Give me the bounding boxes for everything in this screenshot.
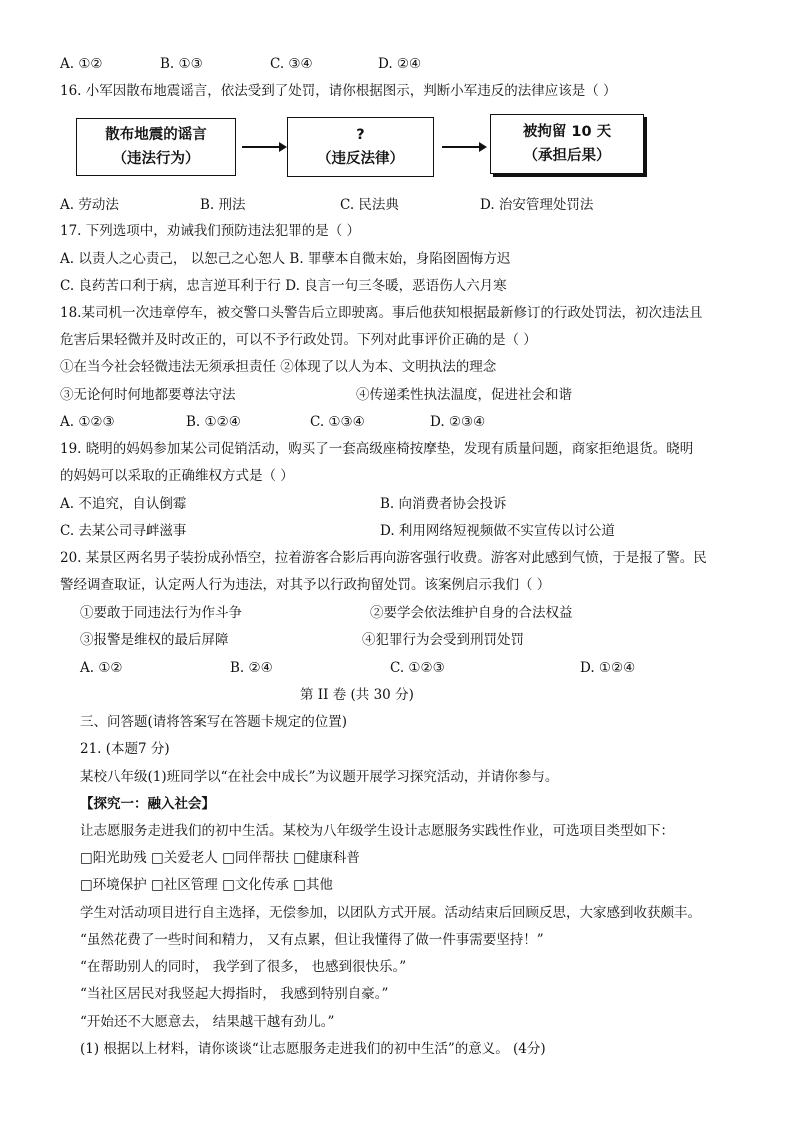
flow-box-consequence-line1: 被拘留 10 天: [522, 124, 612, 140]
q16-option-b: B. 刑法: [200, 197, 246, 213]
q18-option-a: A. ①②③: [60, 414, 115, 430]
flow-box-law-line1: ?: [356, 127, 365, 143]
q20-option-d: D. ①②④: [580, 660, 636, 676]
q20-option-a: A. ①②: [80, 660, 123, 676]
flow-box-behavior: [76, 118, 236, 176]
q18-stem-line2: 危害后果轻微并及时改正的，可以不予行政处罚。下列对此事评价正确的是（ ）: [60, 332, 537, 348]
q21-paragraph2: 学生对活动项目进行自主选择，无偿参加，以团队方式开展。活动结束后回顾反思，大家感到收获颇丰。: [80, 905, 701, 921]
flow-box-consequence-line2: （承担后果）: [523, 148, 611, 164]
q19-option-b: B. 向消费者协会投诉: [380, 496, 507, 512]
q18-option-d: D. ②③④: [430, 414, 486, 430]
q17-options-cd: C. 良药苦口利于病，忠言逆耳利于行 D. 良言一句三冬暖，恶语伤人六月寒: [60, 278, 507, 294]
q16-option-a: A. 劳动法: [60, 197, 119, 213]
q21-quote3: “当社区居民对我竖起大拇指时， 我感到特别自豪。”: [80, 986, 389, 1002]
q20-statement-3: ③报警是维权的最后屏障: [80, 632, 229, 648]
q21-paragraph1: 让志愿服务走进我们的初中生活。某校为八年级学生设计志愿服务实践性作业，可选项目类型如下：: [80, 823, 674, 839]
flow-arrow-1: [242, 146, 280, 148]
q17-options-ab: A. 以责人之心责己， 以恕己之心恕人 B. 罪孽本自微末始，身陷囹圄悔方迟: [60, 251, 511, 267]
q19-option-d: D. 利用网络短视频做不实宣传以讨公道: [380, 523, 615, 539]
q19-stem-line2: 的妈妈可以采取的正确维权方式是（ ）: [60, 468, 294, 484]
q21-quote4: “开始还不大愿意去， 结果越干越有劲儿。”: [80, 1014, 335, 1030]
q21-explore1-heading: 【探究一：融入社会】: [80, 796, 215, 812]
q18-statement-4: ④传递柔性执法温度，促进社会和谐: [356, 387, 572, 403]
flow-box-behavior-line1: 散布地震的谣言: [105, 127, 207, 143]
q21-quote1: “虽然花费了一些时间和精力， 又有点累，但让我懂得了做一件事需要坚持！”: [80, 932, 544, 948]
q19-stem-line1: 19. 晓明的妈妈参加某公司促销活动，购买了一套高级座椅按摩垫，发现有质量问题，商家拒绝退货。晓明: [60, 441, 694, 457]
part2-title: 第 II 卷 (共 30 分): [300, 687, 414, 703]
q18-option-c: C. ①③④: [310, 414, 365, 430]
q20-stem-line2: 警经调查取证，认定两人行为违法，对其予以行政拘留处罚。该案例启示我们（ ）: [60, 577, 551, 593]
q21-header: 21. (本题7 分): [80, 741, 170, 757]
q21-quote2: “在帮助别人的同时， 我学到了很多， 也感到很快乐。”: [80, 959, 407, 975]
q21-intro: 某校八年级(1)班同学以“在社会中成长”为议题开展学习探究活动，并请你参与。: [80, 769, 559, 785]
q20-statement-2: ②要学会依法维护自身的合法权益: [370, 605, 573, 621]
q16-option-d: D. 治安管理处罚法: [480, 197, 594, 213]
q16-stem: 16. 小军因散布地震谣言，依法受到了处罚，请你根据图示，判断小军违反的法律应该是（ ）: [60, 83, 617, 99]
q21-subquestion1: (1) 根据以上材料，请你谈谈“让志愿服务走进我们的初中生活”的意义。 (4分): [80, 1041, 546, 1057]
flow-box-law: [287, 117, 434, 177]
q15-option-b: B. ①③: [160, 56, 203, 72]
q18-statements-12: ①在当今社会轻微违法无须承担责任 ②体现了以人为本、文明执法的理念: [60, 359, 497, 375]
flow-box-consequence: [490, 114, 644, 174]
q20-statement-4: ④犯罪行为会受到刑罚处罚: [362, 632, 524, 648]
flow-arrow-2: [442, 146, 480, 148]
q19-option-a: A. 不追究，自认倒霉: [60, 496, 187, 512]
q17-stem: 17. 下列选项中，劝诫我们预防违法犯罪的是（ ）: [60, 223, 361, 239]
flow-box-law-line2: （违反法律）: [317, 151, 404, 167]
section3-heading: 三、问答题(请将答案写在答题卡规定的位置): [80, 714, 348, 730]
q15-option-d: D. ②④: [378, 56, 422, 72]
q21-items-row1: □阳光助残 □关爱老人 □同伴帮扶 □健康科普: [80, 850, 360, 866]
q19-option-c: C. 去某公司寻衅滋事: [60, 523, 187, 539]
flow-box-behavior-line2: （违法行为）: [112, 151, 200, 167]
q18-stem-line1: 18.某司机一次违章停车，被交警口头警告后立即驶离。事后他获知根据最新修订的行政处罚法，初次违法且: [60, 305, 703, 321]
q16-option-c: C. 民法典: [340, 197, 399, 213]
q20-option-b: B. ②④: [230, 660, 273, 676]
q20-option-c: C. ①②③: [390, 660, 445, 676]
q15-option-c: C. ③④: [270, 56, 313, 72]
q21-items-row2: □环境保护 □社区管理 □文化传承 □其他: [80, 877, 333, 893]
q18-option-b: B. ①②④: [186, 414, 241, 430]
q15-option-a: A. ①②: [60, 56, 103, 72]
q18-statement-3: ③无论何时何地都要尊法守法: [60, 387, 236, 403]
q20-stem-line1: 20. 某景区两名男子装扮成孙悟空，拉着游客合影后再向游客强行收费。游客对此感到气愤，于是报了警。民: [60, 550, 707, 566]
q20-statement-1: ①要敢于同违法行为作斗争: [80, 605, 242, 621]
